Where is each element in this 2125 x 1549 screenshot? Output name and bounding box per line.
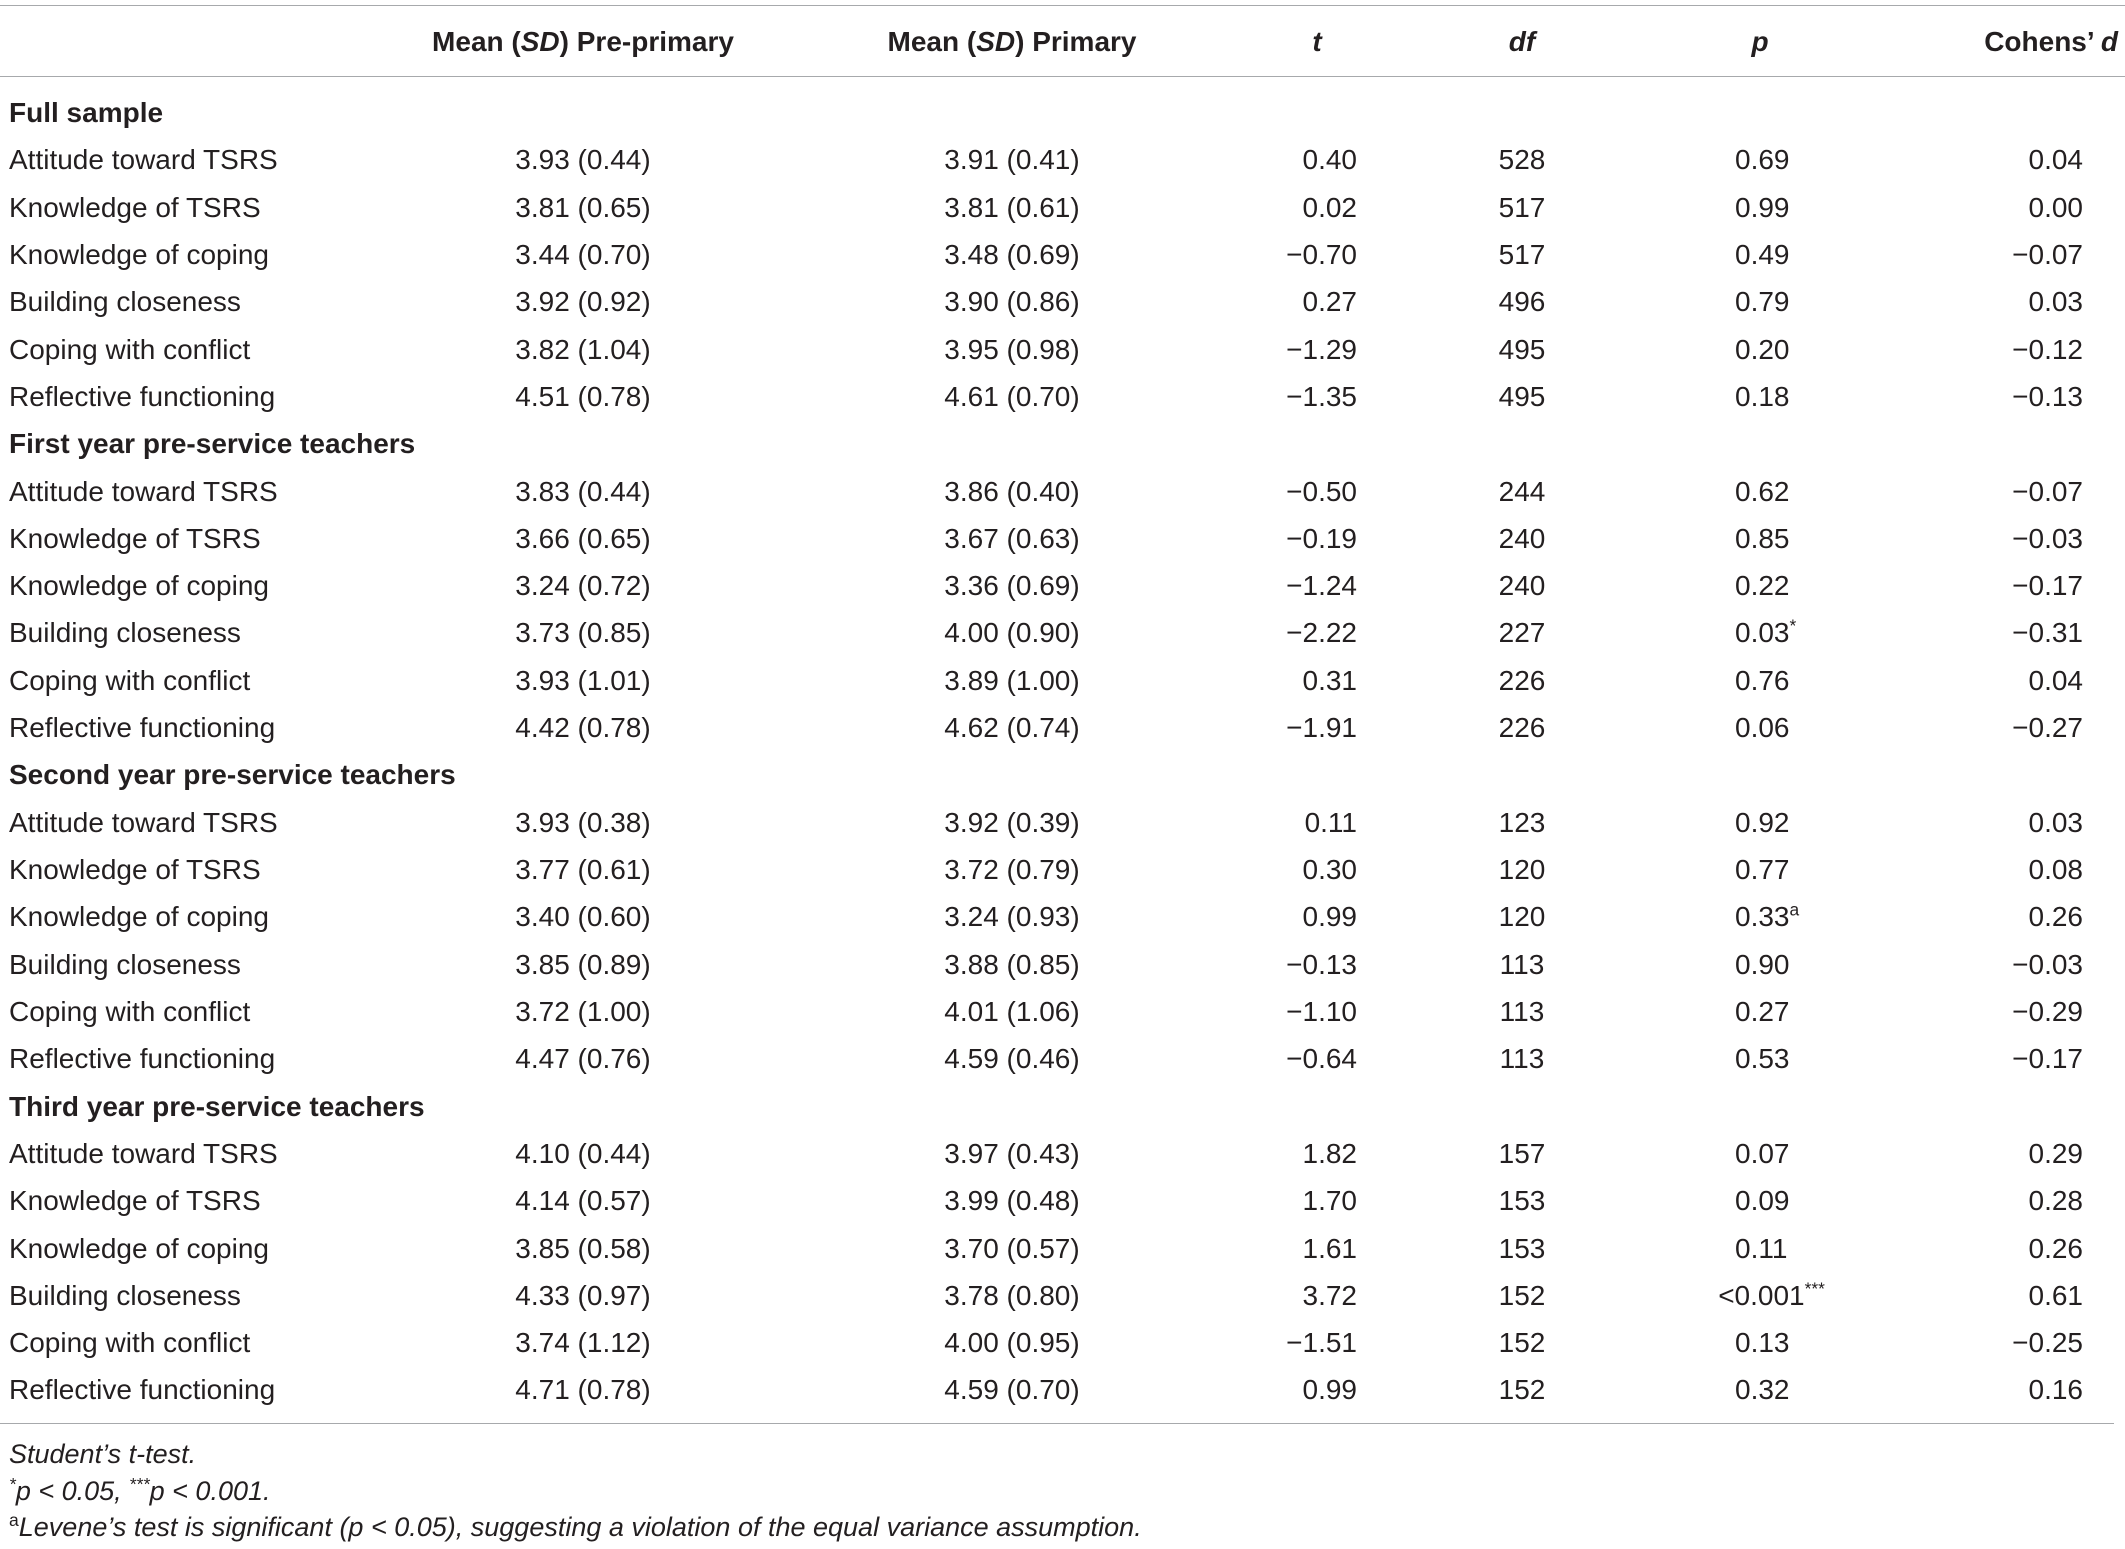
cell-df: 152 xyxy=(1498,1374,1546,1406)
cell-t: 0.31 xyxy=(1302,664,1357,696)
header-rule xyxy=(0,76,2125,77)
section-title: Third year pre-service teachers xyxy=(9,1090,425,1122)
p-value: 0.32 xyxy=(1735,1374,1790,1406)
cell-p xyxy=(1718,1272,1935,1319)
cell-mean-primary: 3.86 (0.40) xyxy=(944,475,1080,507)
cell-mean-primary: 3.81 (0.61) xyxy=(944,191,1080,223)
table-row xyxy=(0,1130,2125,1177)
table-row xyxy=(0,988,2125,1035)
cell-mean-pre-primary: 4.47 (0.76) xyxy=(515,1043,651,1075)
cell-mean-pre-primary: 4.33 (0.97) xyxy=(515,1279,651,1311)
cell-df: 152 xyxy=(1498,1279,1546,1311)
cell-t: −1.35 xyxy=(1286,380,1357,412)
p-value: 0.90 xyxy=(1735,948,1790,980)
cell-t: 0.30 xyxy=(1302,854,1357,885)
cell-t: 0.40 xyxy=(1302,144,1357,176)
cell-variable: Building closeness xyxy=(9,286,241,318)
cell-mean-pre-primary: 3.93 (0.44) xyxy=(515,144,651,176)
table-row xyxy=(0,846,2125,893)
cell-p xyxy=(1735,184,1935,231)
cell-mean-pre-primary: 4.42 (0.78) xyxy=(515,712,651,744)
header-text: Cohens’ xyxy=(1984,26,2101,57)
cell-variable: Knowledge of coping xyxy=(9,1232,269,1264)
cell-t: −1.29 xyxy=(1286,333,1357,365)
cell-mean-primary: 3.70 (0.57) xyxy=(944,1232,1080,1264)
cell-mean-primary: 3.95 (0.98) xyxy=(944,333,1080,365)
cell-p xyxy=(1735,1177,1935,1224)
cell-mean-pre-primary: 3.66 (0.65) xyxy=(515,522,651,554)
cell-t: 0.99 xyxy=(1302,1374,1357,1406)
header-text: ) Pre-primary xyxy=(559,26,734,57)
cell-cohens-d: 0.61 xyxy=(2028,1279,2083,1311)
cell-cohens-d: −0.27 xyxy=(2012,712,2083,744)
cell-t: 1.61 xyxy=(1302,1232,1357,1264)
cell-t: −1.24 xyxy=(1286,570,1357,602)
cell-variable: Reflective functioning xyxy=(9,380,276,412)
cell-mean-primary: 4.01 (1.06) xyxy=(944,995,1080,1027)
cell-mean-primary: 4.00 (0.90) xyxy=(944,617,1080,649)
cell-p xyxy=(1735,988,1935,1035)
cell-t: 1.70 xyxy=(1302,1185,1357,1217)
cell-variable: Knowledge of TSRS xyxy=(9,854,261,885)
cell-cohens-d: 0.26 xyxy=(2028,901,2083,933)
p-value: 0.03 xyxy=(1735,617,1790,649)
cell-p xyxy=(1735,1035,1935,1082)
table-row xyxy=(0,468,2125,515)
header-italic-text: p xyxy=(1751,26,1769,57)
cell-df: 227 xyxy=(1498,617,1546,649)
cell-p xyxy=(1735,515,1935,562)
table-row xyxy=(0,278,2125,325)
cell-mean-pre-primary: 3.85 (0.58) xyxy=(515,1232,651,1264)
p-value: 0.79 xyxy=(1735,286,1790,318)
cell-variable: Building closeness xyxy=(9,1279,241,1311)
table-row xyxy=(0,1035,2125,1082)
cell-variable: Reflective functioning xyxy=(9,1374,276,1406)
table-row xyxy=(0,562,2125,609)
header-italic-text: SD xyxy=(520,26,560,57)
cell-df: 153 xyxy=(1498,1232,1546,1264)
cell-df: 123 xyxy=(1498,806,1546,838)
cell-t: 0.99 xyxy=(1302,901,1357,933)
cell-mean-pre-primary: 3.40 (0.60) xyxy=(515,901,651,933)
header-t xyxy=(1257,8,1377,76)
section-heading xyxy=(0,420,2125,467)
cell-variable: Building closeness xyxy=(9,617,241,649)
footnote-marker: a xyxy=(9,1510,19,1531)
header-italic-text: SD xyxy=(976,26,1016,57)
cell-df: 113 xyxy=(1499,948,1545,980)
cell-t: 1.82 xyxy=(1302,1137,1357,1169)
cell-p xyxy=(1735,326,1935,373)
cell-mean-pre-primary: 4.10 (0.44) xyxy=(515,1137,651,1169)
cell-t: −1.10 xyxy=(1286,995,1357,1027)
p-value-note-marker: * xyxy=(1789,616,1797,637)
cell-cohens-d: 0.03 xyxy=(2028,806,2083,838)
header-italic-text: t xyxy=(1312,26,1322,57)
table-row xyxy=(0,1225,2125,1272)
footnote-levene xyxy=(9,1509,2109,1546)
section-heading xyxy=(0,1083,2125,1130)
cell-mean-primary: 4.59 (0.70) xyxy=(944,1374,1080,1406)
table-row xyxy=(0,231,2125,278)
footnote-marker: * xyxy=(9,1473,16,1494)
cell-mean-pre-primary: 3.92 (0.92) xyxy=(515,286,651,318)
cell-df: 517 xyxy=(1498,191,1546,223)
cell-p xyxy=(1735,1130,1935,1177)
p-value: 0.22 xyxy=(1735,570,1790,602)
cell-mean-primary: 3.88 (0.85) xyxy=(944,948,1080,980)
table-row xyxy=(0,515,2125,562)
header-text: Mean ( xyxy=(887,26,977,57)
table-row xyxy=(0,1177,2125,1224)
cell-t: 0.11 xyxy=(1304,806,1357,838)
cell-mean-pre-primary: 3.93 (1.01) xyxy=(515,664,651,696)
cell-mean-primary: 3.99 (0.48) xyxy=(944,1185,1080,1217)
p-value: 0.85 xyxy=(1735,522,1790,554)
cell-t: −1.91 xyxy=(1286,712,1357,744)
table-row xyxy=(0,326,2125,373)
cell-mean-pre-primary: 3.82 (1.04) xyxy=(515,333,651,365)
p-value: 0.09 xyxy=(1735,1185,1790,1217)
table-top-rule xyxy=(0,5,2125,6)
cell-df: 153 xyxy=(1498,1185,1546,1217)
cell-variable: Attitude toward TSRS xyxy=(9,806,278,838)
table-body xyxy=(0,89,2125,1414)
cell-mean-pre-primary: 3.83 (0.44) xyxy=(515,475,651,507)
cell-cohens-d: 0.08 xyxy=(2028,854,2083,885)
p-value: 0.76 xyxy=(1735,664,1790,696)
cell-mean-primary: 3.97 (0.43) xyxy=(944,1137,1080,1169)
p-value: 0.62 xyxy=(1735,475,1790,507)
header-italic-text: df xyxy=(1508,26,1536,57)
cell-df: 495 xyxy=(1498,380,1546,412)
section-title: Full sample xyxy=(9,97,164,128)
cell-t: 0.02 xyxy=(1302,191,1357,223)
cell-t: −0.64 xyxy=(1286,1043,1357,1075)
cell-variable: Knowledge of coping xyxy=(9,238,269,270)
section-title: First year pre-service teachers xyxy=(9,428,416,460)
p-value-note-marker: *** xyxy=(1804,1278,1825,1299)
header-row xyxy=(0,8,2125,76)
cell-variable: Knowledge of TSRS xyxy=(9,191,261,223)
cell-variable: Attitude toward TSRS xyxy=(9,475,278,507)
cell-mean-pre-primary: 3.73 (0.85) xyxy=(515,617,651,649)
header-cohens-d xyxy=(1918,8,2118,76)
cell-p xyxy=(1735,1366,1935,1413)
cell-cohens-d: −0.12 xyxy=(2012,333,2083,365)
p-value: 0.53 xyxy=(1735,1043,1790,1075)
cell-mean-pre-primary: 4.51 (0.78) xyxy=(515,380,651,412)
table-row xyxy=(0,704,2125,751)
cell-df: 152 xyxy=(1498,1327,1546,1359)
cell-df: 113 xyxy=(1499,1043,1545,1075)
section-heading xyxy=(0,89,2125,136)
cell-variable: Reflective functioning xyxy=(9,1043,276,1075)
cell-mean-pre-primary: 3.77 (0.61) xyxy=(515,854,651,885)
table-row xyxy=(0,657,2125,704)
cell-cohens-d: −0.07 xyxy=(2012,475,2083,507)
p-value: 0.11 xyxy=(1735,1232,1788,1264)
cell-variable: Attitude toward TSRS xyxy=(9,144,278,176)
cell-cohens-d: −0.13 xyxy=(2012,380,2083,412)
p-value: 0.69 xyxy=(1735,144,1790,176)
cell-cohens-d: 0.04 xyxy=(2028,664,2083,696)
cell-mean-pre-primary: 3.85 (0.89) xyxy=(515,948,651,980)
cell-cohens-d: −0.17 xyxy=(2012,1043,2083,1075)
header-italic-text: d xyxy=(2100,26,2118,57)
footnote-marker: *** xyxy=(129,1473,150,1494)
cell-cohens-d: −0.03 xyxy=(2012,522,2083,554)
table-row xyxy=(0,609,2125,656)
cell-variable: Reflective functioning xyxy=(9,712,276,744)
cell-p xyxy=(1735,799,1935,846)
p-value: 0.77 xyxy=(1735,854,1790,885)
p-value: 0.49 xyxy=(1735,238,1790,270)
cell-variable: Knowledge of TSRS xyxy=(9,1185,261,1217)
cell-variable: Knowledge of coping xyxy=(9,570,269,602)
cell-variable: Building closeness xyxy=(9,948,241,980)
cell-cohens-d: −0.29 xyxy=(2012,995,2083,1027)
table-row xyxy=(0,1272,2125,1319)
p-value: 0.07 xyxy=(1735,1137,1790,1169)
header-mean-primary xyxy=(850,8,1174,76)
cell-p xyxy=(1735,893,1935,940)
cell-mean-pre-primary: 3.74 (1.12) xyxy=(515,1327,651,1359)
table-row xyxy=(0,941,2125,988)
cell-df: 528 xyxy=(1498,144,1546,176)
cell-mean-primary: 3.78 (0.80) xyxy=(944,1279,1080,1311)
cell-mean-primary: 3.91 (0.41) xyxy=(944,144,1080,176)
cell-df: 495 xyxy=(1498,333,1546,365)
cell-t: −1.51 xyxy=(1286,1327,1357,1359)
section-title: Second year pre-service teachers xyxy=(9,759,456,791)
cell-variable: Coping with conflict xyxy=(9,664,251,696)
cell-cohens-d: 0.26 xyxy=(2028,1232,2083,1264)
cell-cohens-d: −0.25 xyxy=(2012,1327,2083,1359)
cell-variable: Knowledge of coping xyxy=(9,901,269,933)
cell-mean-primary: 4.61 (0.70) xyxy=(944,380,1080,412)
cell-mean-primary: 3.67 (0.63) xyxy=(944,522,1080,554)
table-row xyxy=(0,893,2125,940)
cell-t: −0.50 xyxy=(1286,475,1357,507)
cell-t: 3.72 xyxy=(1302,1279,1357,1311)
cell-p xyxy=(1735,468,1935,515)
cell-mean-primary: 3.90 (0.86) xyxy=(944,286,1080,318)
p-value: 0.06 xyxy=(1735,712,1790,744)
cell-variable: Coping with conflict xyxy=(9,1327,251,1359)
cell-t: 0.27 xyxy=(1302,286,1357,318)
cell-mean-pre-primary: 3.44 (0.70) xyxy=(515,238,651,270)
cell-p xyxy=(1735,231,1935,278)
footnote-text: p < 0.001. xyxy=(149,1475,271,1506)
p-value: 0.13 xyxy=(1735,1327,1790,1359)
cell-p xyxy=(1735,609,1935,656)
footnote-test: Student’s t-test. xyxy=(9,1439,197,1469)
cell-df: 244 xyxy=(1498,475,1546,507)
cell-t: −0.70 xyxy=(1286,238,1357,270)
footnote-text: Levene’s test is significant (p < 0.05), suggesting a violation of the equal variance assumption. xyxy=(18,1512,1142,1543)
cell-p xyxy=(1735,657,1935,704)
cell-df: 120 xyxy=(1498,901,1546,933)
cell-cohens-d: −0.17 xyxy=(2012,570,2083,602)
cell-df: 496 xyxy=(1498,286,1546,318)
cell-p xyxy=(1735,373,1935,420)
cell-cohens-d: −0.03 xyxy=(2012,948,2083,980)
table-row xyxy=(0,184,2125,231)
cell-df: 240 xyxy=(1498,570,1546,602)
cell-mean-primary: 3.24 (0.93) xyxy=(944,901,1080,933)
cell-p xyxy=(1735,562,1935,609)
cell-p xyxy=(1735,278,1935,325)
p-value: 0.20 xyxy=(1735,333,1790,365)
table-row xyxy=(0,1319,2125,1366)
cell-mean-primary: 3.36 (0.69) xyxy=(944,570,1080,602)
cell-mean-pre-primary: 4.71 (0.78) xyxy=(515,1374,651,1406)
header-p xyxy=(1700,8,1820,76)
cell-mean-primary: 4.62 (0.74) xyxy=(944,712,1080,744)
table-footnotes xyxy=(9,1436,2109,1546)
cell-mean-pre-primary: 4.14 (0.57) xyxy=(515,1185,651,1217)
cell-cohens-d: 0.29 xyxy=(2028,1137,2083,1169)
cell-mean-pre-primary: 3.72 (1.00) xyxy=(515,995,651,1027)
cell-df: 120 xyxy=(1498,854,1546,885)
p-value: 0.27 xyxy=(1735,995,1790,1027)
cell-mean-pre-primary: 3.93 (0.38) xyxy=(515,806,651,838)
cell-mean-primary: 3.48 (0.69) xyxy=(944,238,1080,270)
header-text: Mean ( xyxy=(432,26,521,57)
cell-cohens-d: 0.28 xyxy=(2028,1185,2083,1217)
cell-t: −0.19 xyxy=(1286,522,1357,554)
cell-mean-pre-primary: 3.24 (0.72) xyxy=(515,570,651,602)
cell-df: 157 xyxy=(1498,1137,1546,1169)
p-value: 0.18 xyxy=(1735,380,1790,412)
p-value: 0.33 xyxy=(1735,901,1790,933)
cell-p xyxy=(1735,1319,1935,1366)
cell-df: 517 xyxy=(1498,238,1546,270)
p-value: 0.99 xyxy=(1735,191,1790,223)
cell-t: −0.13 xyxy=(1286,948,1357,980)
cell-variable: Knowledge of TSRS xyxy=(9,522,261,554)
cell-variable: Coping with conflict xyxy=(9,995,251,1027)
section-heading xyxy=(0,751,2125,798)
table-row xyxy=(0,136,2125,183)
cell-cohens-d: 0.00 xyxy=(2028,191,2083,223)
cell-mean-primary: 3.72 (0.79) xyxy=(944,854,1080,885)
cell-df: 226 xyxy=(1498,664,1546,696)
table-row xyxy=(0,799,2125,846)
cell-p xyxy=(1735,941,1935,988)
cell-df: 240 xyxy=(1498,522,1546,554)
cell-t: −2.22 xyxy=(1286,617,1357,649)
footnote-significance xyxy=(9,1473,2109,1510)
header-df xyxy=(1462,8,1582,76)
cell-mean-primary: 3.89 (1.00) xyxy=(944,664,1080,696)
cell-cohens-d: 0.16 xyxy=(2028,1374,2083,1406)
cell-mean-pre-primary: 3.81 (0.65) xyxy=(515,191,651,223)
cell-p xyxy=(1735,1225,1935,1272)
cell-p xyxy=(1735,704,1935,751)
cell-cohens-d: 0.03 xyxy=(2028,286,2083,318)
cell-df: 113 xyxy=(1499,995,1545,1027)
table-row xyxy=(0,373,2125,420)
header-text: ) Primary xyxy=(1015,26,1137,57)
cell-mean-primary: 3.92 (0.39) xyxy=(944,806,1080,838)
table-row xyxy=(0,1366,2125,1413)
cell-mean-primary: 4.00 (0.95) xyxy=(944,1327,1080,1359)
footnote-text: p < 0.05, xyxy=(15,1475,130,1506)
cell-variable: Attitude toward TSRS xyxy=(9,1137,278,1169)
cell-p xyxy=(1735,846,1935,893)
cell-cohens-d: 0.04 xyxy=(2028,144,2083,176)
cell-variable: Coping with conflict xyxy=(9,333,251,365)
cell-mean-primary: 4.59 (0.46) xyxy=(944,1043,1080,1075)
p-value: <0.001 xyxy=(1718,1279,1805,1311)
cell-df: 226 xyxy=(1498,712,1546,744)
cell-p xyxy=(1735,136,1935,183)
header-mean-pre-primary xyxy=(420,8,746,76)
cell-cohens-d: −0.07 xyxy=(2012,238,2083,270)
table-bottom-rule xyxy=(0,1423,2114,1424)
p-value: 0.92 xyxy=(1735,806,1790,838)
p-value-note-marker: a xyxy=(1789,899,1800,920)
cell-cohens-d: −0.31 xyxy=(2012,617,2083,649)
